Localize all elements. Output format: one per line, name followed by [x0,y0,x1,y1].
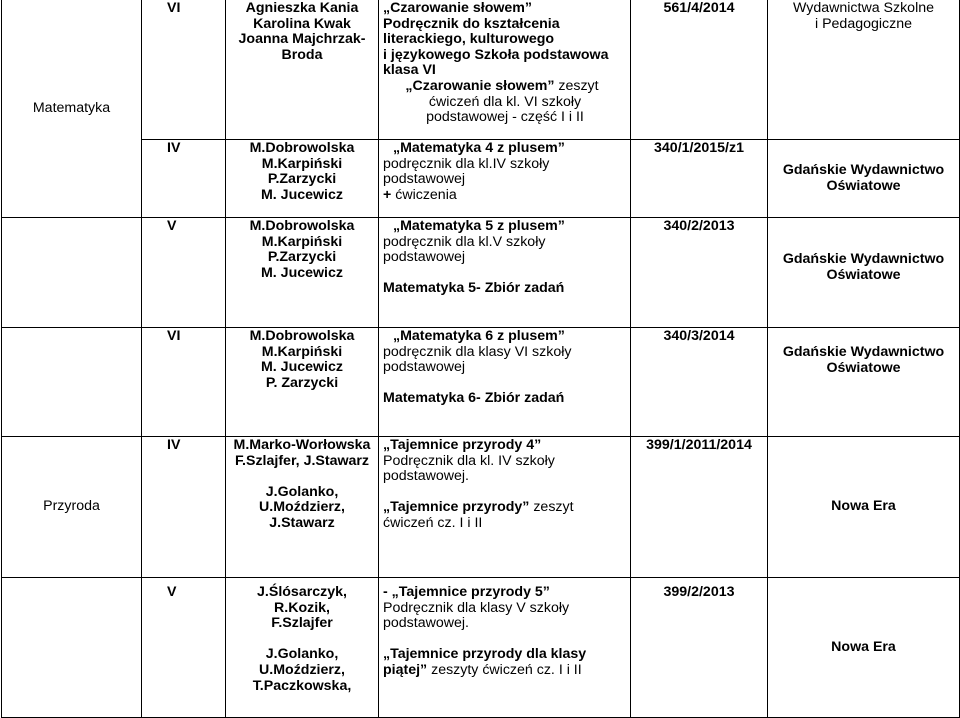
class-cell: V [142,218,226,328]
title-line: klasa VI [383,62,436,79]
workbook-line: ćwiczeń cz. I i II [383,514,483,531]
title-cell [379,437,631,578]
publisher-cell [768,0,960,140]
author: M. Jucewicz [260,186,343,203]
publisher-line: Oświatowe [826,359,901,376]
title-line: podręcznik dla kl.V szkoły [383,233,546,250]
title-name: „Matematyka 5 z plusem” [393,218,565,234]
workbook-title-line [383,79,627,95]
title-line: Podręcznik dla kl. IV szkoły [383,452,555,469]
table-row [2,578,960,718]
title-cell [379,218,631,328]
author: Joanna Majchrzak- [238,31,366,48]
title-line: podręcznik dla klasy VI szkoły [383,343,572,360]
workbook-title-rest: zeszyty ćwiczeń cz. I i II [427,661,582,678]
author: M.Karpiński [261,343,343,360]
author: Agnieszka Kania [245,0,359,16]
table-row [2,328,960,437]
approval-number: 340/3/2014 [631,328,768,437]
exercise-book-title: Matematyka 6- Zbiór zadań [383,390,565,407]
author: J.Golanko, [265,646,339,663]
author: M. Jucewicz [260,359,343,376]
table-row [2,0,960,140]
author: F.Szlajfer, J.Stawarz [234,452,370,469]
authors-cell [226,578,379,718]
author: M.Dobrowolska [249,218,355,234]
publisher-line: Oświatowe [826,177,901,194]
author: U.Moździerz, [259,499,345,516]
publisher-line: i Pedagogiczne [814,15,913,32]
title-line: literackiego, kulturowego [383,31,555,48]
publisher-line: Gdańskie Wydawnictwo [782,251,945,267]
exercise-line [383,188,627,204]
author: F.Szlajfer [271,615,333,632]
workbook-line: ćwiczeń dla kl. VI szkoły [428,93,582,110]
author: R.Kozik, [274,599,330,616]
subject-cell: Przyroda [2,437,142,578]
approval-number: 561/4/2014 [631,0,768,140]
title-line: podstawowej. [383,615,469,632]
title-name: - „Tajemnice przyrody 5” [383,584,550,600]
author: M. Jucewicz [260,264,343,281]
workbook-title-line [383,500,627,516]
plus-sign: + [383,186,392,203]
class-cell: VI [142,328,226,437]
title-line: podstawowej [383,359,466,376]
textbook-table [1,0,960,718]
publisher-line: Wydawnictwa Szkolne [792,0,935,16]
author: Karolina Kwak [253,15,351,32]
table-row [2,437,960,578]
workbook-title: „Tajemnice przyrody dla klasy [383,646,587,663]
author: M.Karpiński [261,155,343,172]
publisher-line: Gdańskie Wydawnictwo [782,161,945,178]
author: Broda [281,46,323,63]
author: J.Stawarz [269,514,335,531]
class-cell: V [142,578,226,718]
author: P. Zarzycki [265,374,339,391]
workbook-title-rest: zeszyt [554,77,599,94]
author: U.Moździerz, [259,661,345,678]
title-line: i językowego Szkoła podstawowa [383,46,609,63]
approval-number: 399/2/2013 [631,578,768,718]
empty-subject-cell [2,328,142,437]
workbook-title: „Tajemnice przyrody” [383,499,530,516]
publisher-line: Oświatowe [826,266,901,283]
title-line: Podręcznik dla klasy V szkoły [383,599,570,616]
title-line: podręcznik dla kl.IV szkoły [383,155,550,172]
authors-cell [226,437,379,578]
empty-subject-cell [2,218,142,328]
author: J.Golanko, [265,483,339,500]
authors-cell [226,218,379,328]
title-name: „Matematyka 6 z plusem” [393,328,565,344]
author: P.Zarzycki [267,171,337,188]
publisher-cell: Nowa Era [768,437,960,578]
author: M.Dobrowolska [249,140,355,156]
subject-cell: Matematyka [2,0,142,218]
approval-number: 399/1/2011/2014 [631,437,768,578]
workbook-title-end: piątej” [383,661,428,678]
workbook-title-line [383,663,627,679]
publisher-cell [768,218,960,328]
authors-cell [226,0,379,140]
publisher-cell [768,328,960,437]
class-cell: IV [142,140,226,218]
authors-cell [226,328,379,437]
title-line: podstawowej [383,249,466,266]
author: M.Marko-Worłowska [233,437,371,453]
title-name: „Matematyka 4 z plusem” [393,140,565,156]
title-line: „Czarowanie słowem” [383,0,533,16]
publisher-cell [768,140,960,218]
title-cell [379,140,631,218]
author: J.Ślósarczyk, [257,584,347,600]
table-row [2,218,960,328]
title-cell [379,328,631,437]
publisher-line: Gdańskie Wydawnictwo [782,344,945,360]
title-line: podstawowej. [383,468,469,485]
authors-cell [226,140,379,218]
empty-subject-cell [2,578,142,718]
class-cell: VI [142,0,226,140]
class-cell: IV [142,437,226,578]
title-line: Podręcznik do kształcenia [383,15,560,32]
publisher-cell: Nowa Era [768,578,960,718]
title-line: podstawowej [383,171,466,188]
workbook-title-rest: zeszyt [529,499,574,516]
author: M.Karpiński [261,233,343,250]
workbook-title: „Czarowanie słowem” [405,77,555,94]
author: P.Zarzycki [267,249,337,266]
approval-number: 340/1/2015/z1 [631,140,768,218]
author: T.Paczkowska, [252,677,352,694]
approval-number: 340/2/2013 [631,218,768,328]
workbook-line: podstawowej - część I i II [426,109,584,126]
title-name: „Tajemnice przyrody 4” [383,437,542,453]
title-cell [379,578,631,718]
exercise-label: ćwiczenia [391,186,457,203]
author: M.Dobrowolska [249,328,355,344]
table-row [2,140,960,218]
title-cell [379,0,631,140]
exercise-book-title: Matematyka 5- Zbiór zadań [383,280,565,297]
